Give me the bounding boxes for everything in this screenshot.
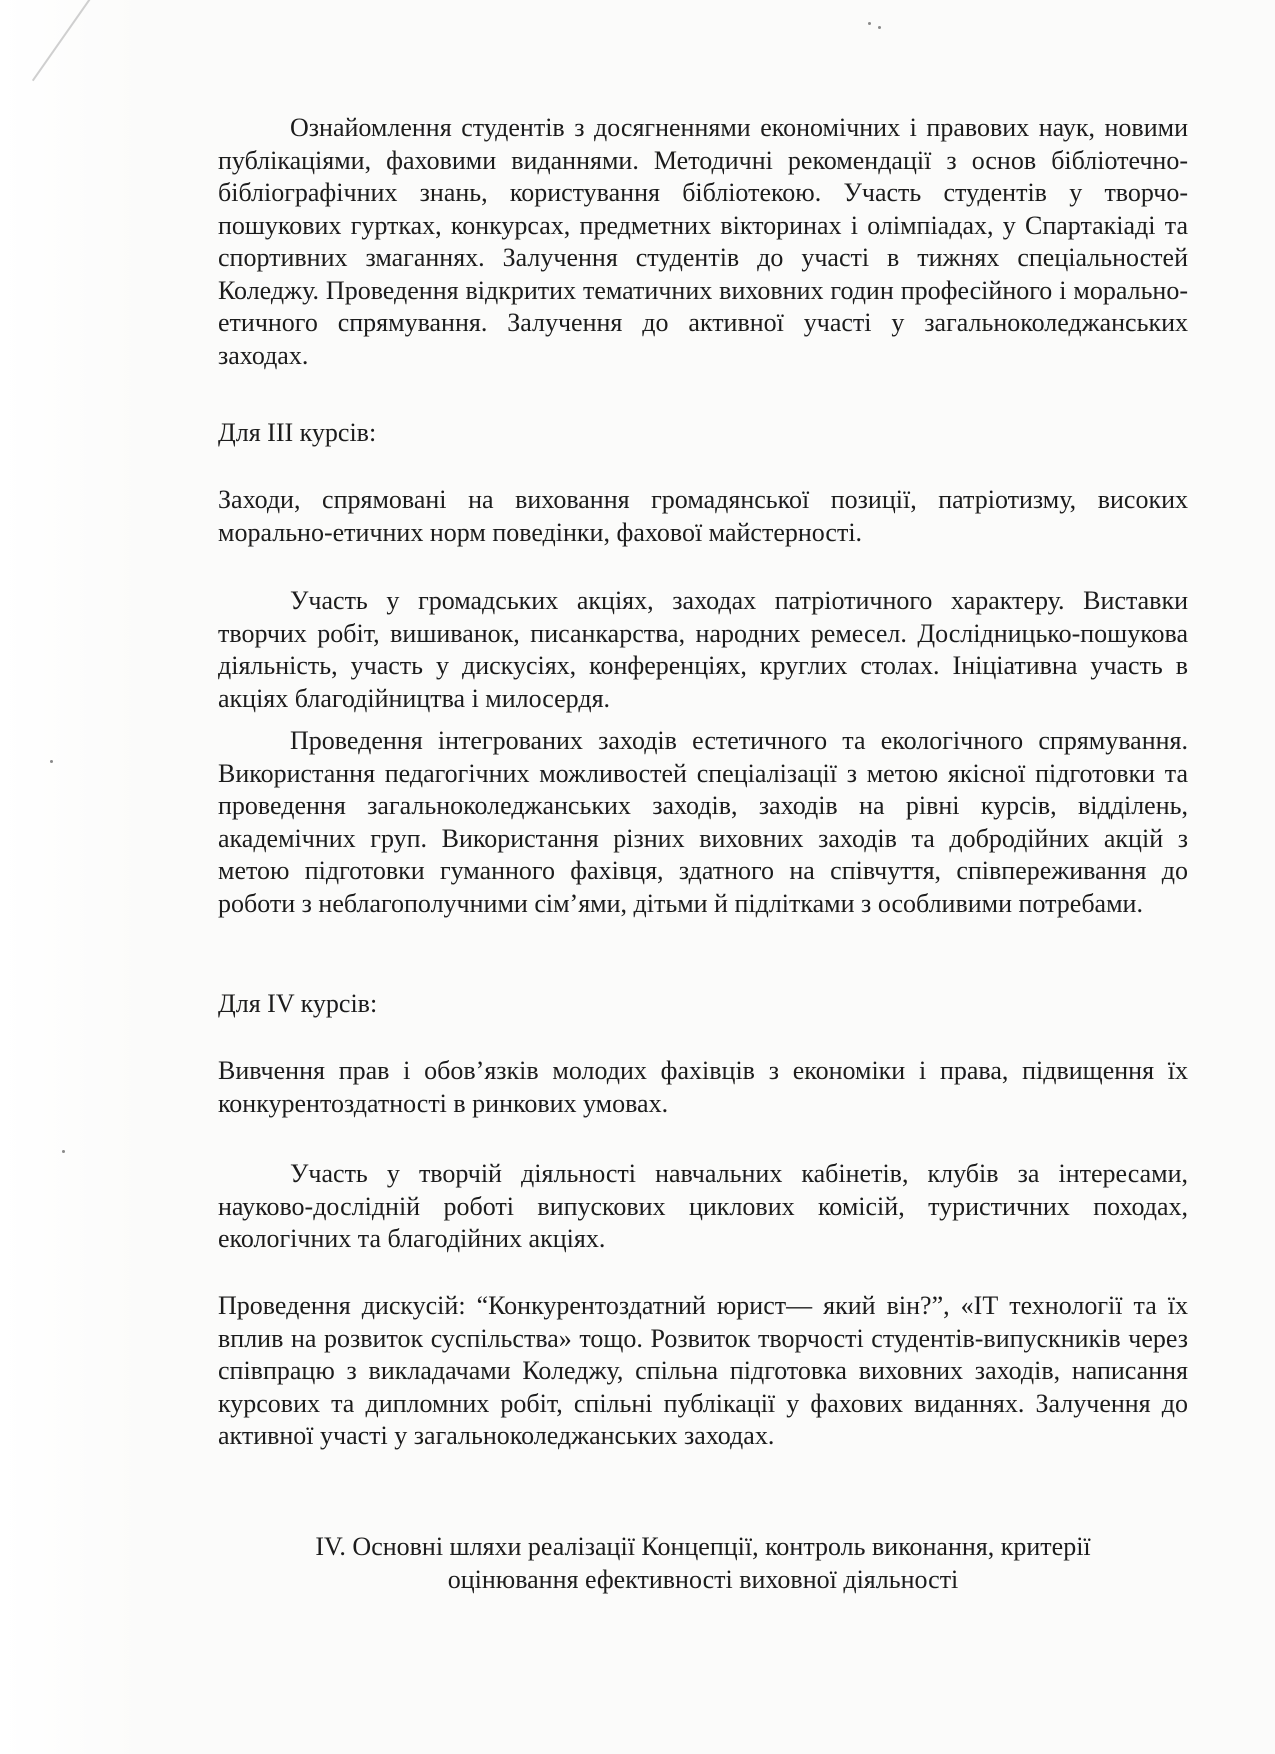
paragraph-text: Проведення інтегрованих заходів естетичного та екологічного спрямування. Використання педагогічних можливостей спеціалізації з метою якісної підготовки та проведення загальноколеджанських заходів, заходів на рівні курсів, відділень, академічних груп. Використання різних виховних заходів та добродійних акцій з метою підготовки гуманного фахівця, здатного на співчуття, співпереживання до роботи з неблагополучними сім’ями, дітьми й підлітками з особливими потребами. [218, 726, 1188, 918]
section-title-line: IV. Основні шляхи реалізації Концепції, контроль виконання, критерії [315, 1532, 1091, 1561]
scan-speck [50, 760, 53, 763]
paragraph-text: Ознайомлення студентів з досягненнями економічних і правових наук, новими публікаціями, фаховими виданнями. Методичні рекомендації з основ бібліотечно-бібліографічних знань, користування бібліотекою. Участь студентів у творчо-пошукових гуртках, конкурсах, предметних вікторинах і олімпіадах, у Спартакіаді та спортивних змаганнях. Залучення студентів до участі в тижнях спеціальностей Коледжу. Проведення відкритих тематичних виховних годин професійного і морально-етичного спрямування. Залучення до активної участі у загальноколеджанських заходах. [218, 113, 1188, 370]
paragraph-rights-duties [218, 1055, 1188, 1120]
page-edge-shadow [0, 0, 140, 1754]
paragraph-discussions [218, 1290, 1188, 1453]
paragraph-text: Проведення дискусій: “Конкурентоздатний юрист— який він?”, «ІТ технології та їх вплив на розвиток суспільства» тощо. Розвиток творчості студентів-випускників через співпрацю з викладачами Коледжу, спільна підготовка виховних заходів, написання курсових та дипломних робіт, спільні публікації у фахових виданнях. Залучення до активної участі у загальноколеджанських заходах. [218, 1291, 1188, 1450]
paragraph-text: Вивчення прав і обов’язків молодих фахівців з економіки і права, підвищення їх конкурентоздатності в ринкових умовах. [218, 1056, 1188, 1118]
section-title-line: оцінювання ефективності виховної діяльності [447, 1564, 959, 1594]
scan-speck [868, 22, 871, 25]
scan-speck [878, 26, 881, 29]
paragraph-intro [218, 112, 1188, 372]
scan-speck [62, 1150, 65, 1153]
heading-fourth-year: Для ІV курсів: [218, 989, 378, 1018]
paragraph-public-actions [218, 585, 1188, 715]
paragraph-text: Участь у творчій діяльності навчальних кабінетів, клубів за інтересами, науково-дослідній роботі випускових циклових комісій, туристичних походах, екологічних та благодійних акціях. [218, 1159, 1188, 1253]
paragraph-creative-activity [218, 1158, 1188, 1256]
paragraph-text: Участь у громадських акціях, заходах патріотичного характеру. Виставки творчих робіт, вишиванок, писанкарства, народних ремесел. Дослідницько-пошукова діяльність, участь у дискусіях, конференціях, круглих столах. Ініціативна участь в акціях благодійництва і милосердя. [218, 586, 1188, 713]
section-title [218, 1531, 1188, 1596]
paragraph-civic-position [218, 484, 1188, 549]
heading-third-year: Для ІІІ курсів: [218, 418, 377, 447]
paragraph-text: Заходи, спрямовані на виховання громадянської позиції, патріотизму, високих морально-етичних норм поведінки, фахової майстерності. [218, 485, 1188, 547]
paragraph-integrated-events [218, 725, 1188, 920]
